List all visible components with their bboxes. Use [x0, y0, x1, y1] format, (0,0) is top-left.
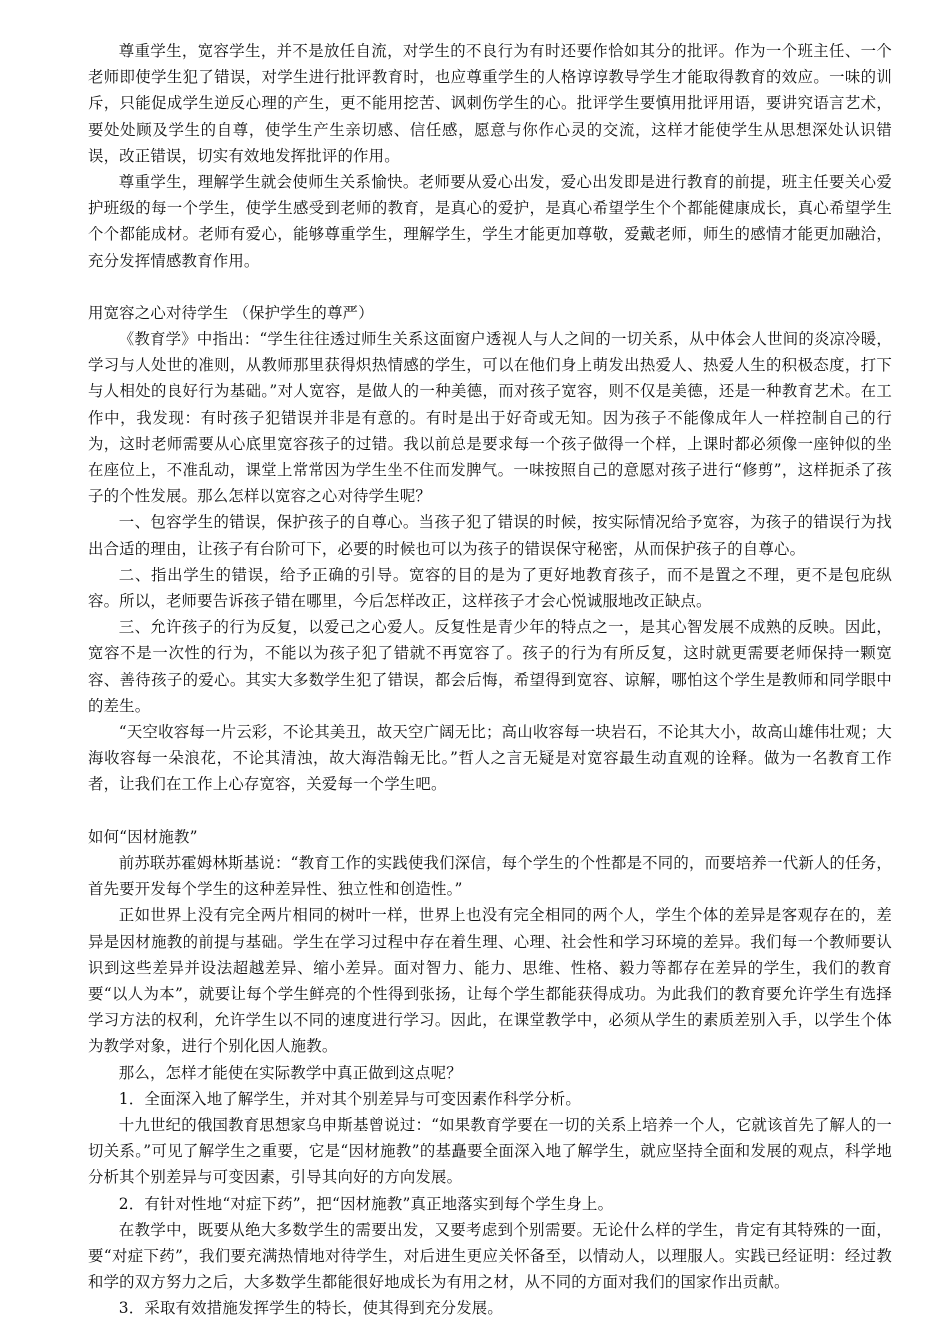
paragraph: “天空收容每一片云彩，不论其美丑，故天空广阔无比；高山收容每一块岩石，不论其大小，故高山雄伟壮观；大海收容每一朵浪花，不论其清浊，故大海浩翰无比。”哲人之言无疑是对宽容最生动直观的诠释。做为一名教育工作者，让我们在工作上心存宽容，关爱每一个学生吧。	[88, 723, 892, 794]
paragraph: 十九世纪的俄国教育思想家乌申斯基曾说过：“如果教育学要在一切的关系上培养一个人，它就该首先了解人的一切关系。”可见了解学生之重要，它是“因材施教”的基矗要全面深入地了解学生，就应坚持全面和发展的观点，科学地分析其个别差异与可变因素，引导其向好的方向发展。	[88, 1115, 892, 1187]
paragraph: 尊重学生，宽容学生，并不是放任自流，对学生的不良行为有时还要作恰如其分的批评。作为一个班主任、一个老师即使学生犯了错误，对学生进行批评教育时，也应尊重学生的人格谆谆教导学生才能取得教育的效应。一味的训斥，只能促成学生逆反心理的产生，更不能用挖苦、讽刺伤学生的心。批评学生要慎用批评用语，要讲究语言艺术，要处处顾及学生的自尊，使学生产生亲切感、信任感，愿意与你作心灵的交流，这样才能使学生从思想深处认识错误，改正错误，切实有效地发挥批评的作用。	[88, 42, 892, 165]
paragraph: 尊重学生，理解学生就会使师生关系愉快。老师要从爱心出发，爱心出发即是进行教育的前提，班主任要关心爱护班级的每一个学生，使学生感受到老师的教育，是真心的爱护，是真心希望学生个个都能健康成长，真心希望学生个个都能成材。老师有爱心，能够尊重学生，理解学生，学生才能更加尊敬，爱戴老师，师生的感情才能更加融洽，充分发挥情感教育作用。	[88, 173, 892, 270]
section-respect-students	[88, 38, 892, 274]
paragraph: 3．采取有效措施发挥学生的特长，使其得到充分发展。	[118, 1299, 503, 1318]
paragraph: 2．有针对性地“对症下药”，把“因材施教”真正地落实到每个学生身上。	[118, 1194, 614, 1213]
section-gap	[88, 798, 892, 824]
paragraph: 一、包容学生的错误，保护孩子的自尊心。当孩子犯了错误的时候，按实际情况给予宽容，为孩子的错误行为找出合适的理由，让孩子有台阶可下，必要的时候也可以为孩子的错误保守秘密，从而保护孩子的自尊心。	[88, 513, 892, 558]
paragraph: 二、指出学生的错误，给予正确的引导。宽容的目的是为了更好地教育孩子，而不是置之不理，更不是包庇纵容。所以，老师要告诉孩子错在哪里，今后怎样改正，这样孩子才会心悦诚服地改正缺点。	[88, 565, 892, 611]
section-gap	[88, 274, 892, 300]
section-heading: 用宽容之心对待学生 （保护学生的尊严）	[88, 303, 374, 322]
paragraph: 《教育学》中指出：“学生往往透过师生关系这面窗户透视人与人之间的一切关系，从中体会人世间的炎凉冷暖，学习与人处世的准则，从教师那里获得炽热情感的学生，可以在他们身上萌发出热爱人、热爱人生的积极态度，打下与人相处的良好行为基础。”对人宽容，是做人的一种美德，而对孩子宽容，则不仅是美德，还是一种教育艺术。在工作中，我发现：有时孩子犯错误并非是有意的。有时是出于好奇或无知。因为孩子不能像成年人一样控制自己的行为，这时老师需要从心底里宽容孩子的过错。我以前总是要求每一个孩子做得一个样，上课时都必须像一座钟似的坐在座位上，不准乱动，课堂上常常因为学生坐不住而发脾气。一味按照自己的意愿对孩子进行“修剪”，这样扼杀了孩子的个性发展。那么怎样以宽容之心对待学生呢？	[88, 330, 892, 506]
paragraph: 前苏联苏霍姆林斯基说：“教育工作的实践使我们深信，每个学生的个性都是不同的，而要培养一代新人的任务，首先要开发每个学生的这种差异性、独立性和创造性。”	[88, 853, 892, 899]
paragraph: 在教学中，既要从绝大多数学生的需要出发，又要考虑到个别需要。无论什么样的学生，肯定有其特殊的一面，要“对症下药”，我们要充满热情地对待学生，对后进生更应关怀备至，以情动人，以理服人。实践已经证明：经过教和学的双方努力之后，大多数学生都能很好地成长为有用之材，从不同的方面对我们的国家作出贡献。	[88, 1220, 892, 1292]
paragraph: 那么，怎样才能使在实际教学中真正做到这点呢？	[118, 1063, 462, 1082]
section-tolerance	[88, 300, 892, 798]
section-heading: 如何“因材施教”	[88, 827, 198, 846]
paragraph: 正如世界上没有完全两片相同的树叶一样，世界上也没有完全相同的两个人，学生个体的差异是客观存在的，差异是因材施教的前提与基础。学生在学习过程中存在着生理、心理、社会性和学习环境的差异。我们每一个教师要认识到这些差异并设法超越差异、缩小差异。面对智力、能力、思维、性格、毅力等都存在差异的学生，我们的教育要“以人为本”，就要让每个学生鲜亮的个性得到张扬，让每个学生都能获得成功。为此我们的教育要允许学生有选择学习方法的权利，允许学生以不同的速度进行学习。因此，在课堂教学中，必须从学生的素质差别入手，以学生个体为教学对象，进行个别化因人施教。	[88, 906, 892, 1056]
paragraph: 1．全面深入地了解学生，并对其个别差异与可变因素作科学分析。	[118, 1089, 581, 1108]
section-individualized-teaching	[88, 824, 892, 1322]
paragraph: 三、允许孩子的行为反复，以爱己之心爱人。反复性是青少年的特点之一，是其心智发展不成熟的反映。因此，宽容不是一次性的行为，不能以为孩子犯了错就不再宽容了。孩子的行为有所反复，这时就更需要老师保持一颗宽容、善待孩子的爱心。其实大多数学生犯了错误，都会后悔，希望得到宽容、谅解，哪怕这个学生是教师和同学眼中的差生。	[88, 618, 892, 715]
